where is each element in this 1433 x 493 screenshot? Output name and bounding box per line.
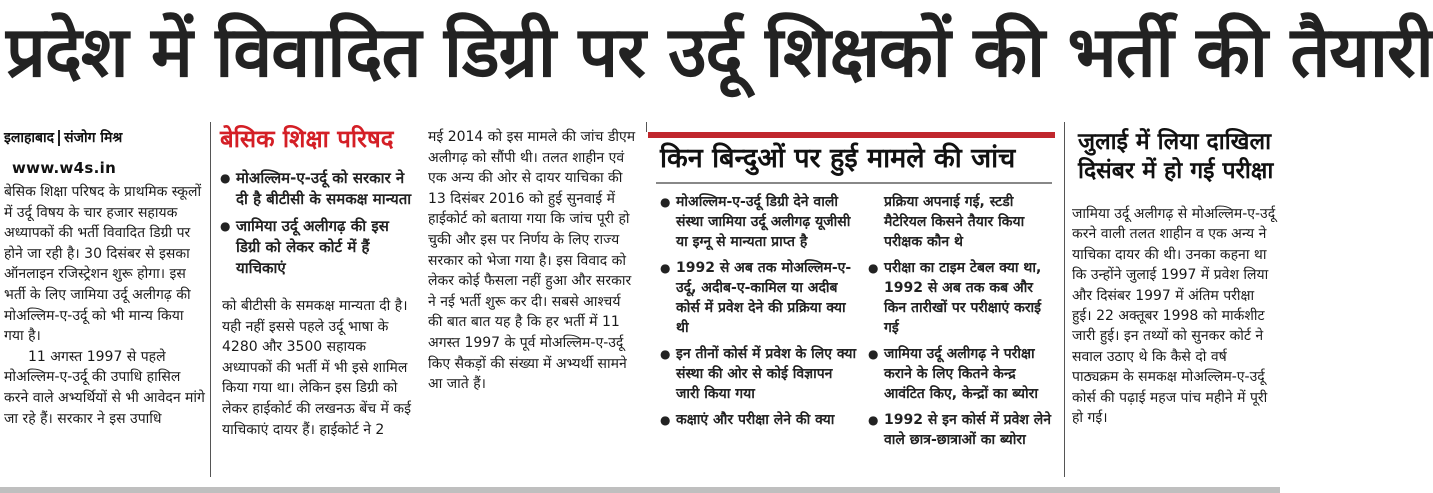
bullet-item: ● मोअल्लिम-ए-उर्दू डिग्री देने वाली संस्था जामिया उर्दू अलीगढ़ यूजीसी या इग्नू से मान्यता प्राप्त है [660, 192, 860, 252]
inquiry-box-red-bar [648, 132, 1055, 138]
paragraph: 11 अगस्त 1997 से पहले मोअल्लिम-ए-उर्दू की उपाधि हासिल करने वाले अभ्यर्थियों से भी आवेदन मांगे जा रहे हैं। सरकार ने इस उपाधि [4, 348, 205, 427]
continuation-text: प्रक्रिया अपनाई गई, स्टडी मैटेरियल किसने तैयार किया परीक्षक कौन थे [884, 194, 1025, 250]
inquiry-left-bullets [660, 192, 860, 436]
bullet-item: ● 1992 से अब तक मोअल्लिम-ए-उर्दू, अदीब-ए-कामिल या अदीब कोर्स में प्रवेश देने की प्रक्रिया क्या थी [660, 258, 860, 338]
inquiry-box-divider [656, 182, 1052, 184]
column-divider [210, 122, 211, 477]
bullet-item: ● जामिया उर्दू अलीगढ़ की इस डिग्री को लेकर कोर्ट में हैं याचिकाएं [220, 216, 415, 279]
byline-separator [58, 130, 60, 146]
bullet-item: ● इन तीनों कोर्स में प्रवेश के लिए क्या संस्था की ओर से कोई विज्ञापन जारी किया गया [660, 344, 860, 404]
bullet-item: ● जामिया उर्दू अलीगढ़ ने परीक्षा कराने के लिए कितने केन्द्र आवंटित किए, केन्द्रों का ब्योरा [868, 344, 1054, 404]
inquiry-box-title: किन बिन्दुओं पर हुई मामले की जांच [660, 143, 1016, 174]
column-divider [646, 122, 647, 132]
inquiry-right-bullets [868, 192, 1054, 456]
headline: प्रदेश में विवादित डिग्री पर उर्दू शिक्षकों की भर्ती की तैयारी [6, 11, 1433, 93]
watermark: www.w4s.in [12, 159, 117, 177]
bullet-item: ● परीक्षा का टाइम टेबल क्या था, 1992 से अब तक कब और किन तारीखों पर परीक्षाएं कराई गई [868, 258, 1054, 338]
byline-author: संजोग मिश्र [64, 130, 123, 146]
bottom-border [0, 487, 1280, 493]
right-story-text: जामिया उर्दू अलीगढ़ से मोअल्लिम-ए-उर्दू करने वाली तलत शाहीन व एक अन्य ने याचिका दायर की थी। उनका कहना था कि उन्होंने जुलाई 1997 में प्रवेश लिया और दिसंबर 1997 में अंतिम परीक्षा हुई। 22 अक्तूबर 1998 को मार्कशीट जारी हुई। इन तथ्यों को सुनकर कोर्ट ने सवाल उठाए थे कि कैसे दो वर्ष पाठ्यक्रम के समकक्ष मोअल्लिम-ए-उर्दू कोर्स की पढ़ाई महज पांच महीने में पूरी हो गई। [1072, 206, 1276, 427]
bullet-item: ● मोअल्लिम-ए-उर्दू को सरकार ने दी है बीटीसी के समकक्ष मान्यता [220, 168, 415, 210]
paragraph: बेसिक शिक्षा परिषद के प्राथमिक स्कूलों में उर्दू विषय के चार हजार सहायक अध्यापकों की भर्ती विवादित डिग्री पर होने जा रही है। 30 दिसंबर से इसका ऑनलाइन रजिस्ट्रेशन शुरू होगा। इस भर्ती के लिए जामिया उर्दू अलीगढ़ की मोअल्लिम-ए-उर्दू को भी मान्य किया गया है। [4, 184, 202, 345]
basic-box-title: बेसिक शिक्षा परिषद [220, 125, 394, 153]
right-story-title: जुलाई में लिया दाखिला दिसंबर में हो गई परीक्षा [1078, 129, 1274, 184]
byline-city: इलाहाबाद [4, 130, 55, 146]
column-1-text [4, 182, 206, 482]
basic-box-bullets [220, 168, 415, 285]
bullet-item: ● 1992 से इन कोर्स में प्रवेश लेने वाले छात्र-छात्राओं का ब्योरा [868, 410, 1054, 450]
column-divider [1064, 122, 1065, 477]
bullet-item: ● कक्षाएं और परीक्षा लेने की क्या [660, 410, 860, 430]
column-2-text: को बीटीसी के समकक्ष मान्यता दी है। यही नहीं इससे पहले उर्दू भाषा के 4280 और 3500 सहायक अध्यापकों की भर्ती में भी इसे शामिल किया गया था। लेकिन इस डिग्री को लेकर हाईकोर्ट की लखनऊ बेंच में कई याचिकाएं दायर हैं। हाईकोर्ट ने 2 [222, 298, 412, 438]
byline [4, 128, 209, 147]
column-3-text: मई 2014 को इस मामले की जांच डीएम अलीगढ़ को सौंपी थी। तलत शाहीन एवं एक अन्य की ओर से दायर याचिका की 13 दिसंबर 2016 को हुई सुनवाई में हाईकोर्ट को बताया गया कि जांच पूरी हो चुकी और इस पर निर्णय के लिए राज्य सरकार को भेजा गया है। इस विवाद को लेकर कोई फैसला नहीं हुआ और सरकार ने नई भर्ती शुरू कर दी। सबसे आश्चर्य की बात बात यह है कि हर भर्ती में 11 अगस्त 1997 के पूर्व मोअल्लिम-ए-उर्दू किए सैकड़ों की संख्या में अभ्यर्थी सामने आ जाते हैं। [428, 129, 636, 393]
